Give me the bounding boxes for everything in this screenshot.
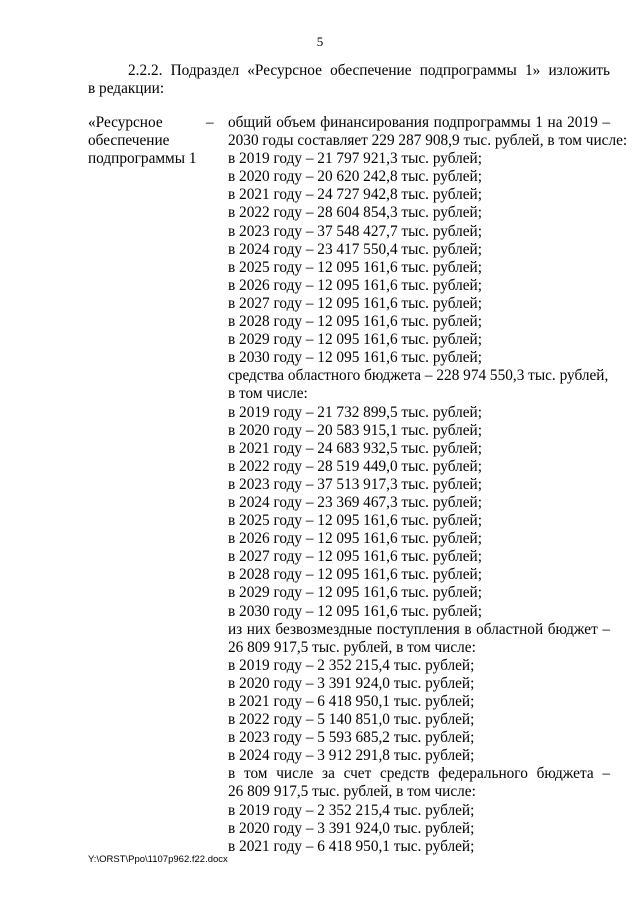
funding-line: в 2022 году – 28 604 854,3 тыс. рублей; [228,204,482,222]
funding-line: в 2019 году – 2 352 215,4 тыс. рублей; [228,801,475,819]
funding-line: в 2023 году – 5 593 685,2 тыс. рублей; [228,729,475,747]
funding-line: 2030 годы составляет 229 287 908,9 тыс. рублей, в том числе: [228,132,628,150]
funding-line: в 2028 году – 12 095 161,6 тыс. рублей; [228,313,482,331]
funding-line: в 2026 году – 12 095 161,6 тыс. рублей; [228,276,482,294]
funding-line: из них безвозмездные поступления в областной бюджет – [228,620,610,638]
funding-line: 26 809 917,5 тыс. рублей, в том числе: [228,783,476,801]
file-path-footer: Y:\ORST\Ppo\1107p962.f22.docx [88,854,228,865]
funding-line: в 2024 году – 23 369 467,3 тыс. рублей; [228,493,482,511]
funding-line: в том числе: [228,385,308,403]
funding-line: в 2022 году – 28 519 449,0 тыс. рублей; [228,457,482,475]
funding-line: 26 809 917,5 тыс. рублей, в том числе: [228,638,476,656]
section-label-line: «Ресурсное [88,114,163,131]
funding-line: средства областного бюджета – 228 974 550,3 тыс. рублей, [228,367,609,385]
funding-line: в 2021 году – 6 418 950,1 тыс. рублей; [228,837,475,855]
funding-line: в 2020 году – 3 391 924,0 тыс. рублей; [228,674,475,692]
section-label-line: подпрограммы 1 [88,150,197,167]
funding-line: в 2030 году – 12 095 161,6 тыс. рублей; [228,602,482,620]
funding-line: в 2028 году – 12 095 161,6 тыс. рублей; [228,566,482,584]
funding-details [228,114,628,856]
funding-line: в 2027 году – 12 095 161,6 тыс. рублей; [228,548,482,566]
label-dash: – [206,114,214,131]
funding-line: в 2020 году – 20 583 915,1 тыс. рублей; [228,421,482,439]
funding-line: в 2019 году – 21 732 899,5 тыс. рублей; [228,403,482,421]
funding-line: в 2020 году – 3 391 924,0 тыс. рублей; [228,819,475,837]
intro-paragraph [88,62,610,98]
funding-line: в 2027 году – 12 095 161,6 тыс. рублей; [228,294,482,312]
funding-line: в 2019 году – 21 797 921,3 тыс. рублей; [228,150,482,168]
funding-line: в 2026 году – 12 095 161,6 тыс. рублей; [228,530,482,548]
section-label-line: обеспечение [88,132,170,149]
funding-line: в 2024 году – 3 912 291,8 тыс. рублей; [228,747,475,765]
intro-line-2: в редакции: [88,80,165,97]
funding-line: в 2030 году – 12 095 161,6 тыс. рублей; [228,349,482,367]
funding-line: в 2025 году – 12 095 161,6 тыс. рублей; [228,512,482,530]
funding-line: общий объем финансирования подпрограммы 1 на 2019 – [228,114,610,131]
section-label [88,114,218,168]
funding-line: в 2023 году – 37 513 917,3 тыс. рублей; [228,475,482,493]
funding-line: в 2021 году – 6 418 950,1 тыс. рублей; [228,693,475,710]
intro-line-1: 2.2.2. Подраздел «Ресурсное обеспечение подпрограммы 1» изложить [128,62,610,79]
funding-line: в 2025 году – 12 095 161,6 тыс. рублей; [228,258,482,276]
funding-line: в 2020 году – 20 620 242,8 тыс. рублей; [228,168,482,186]
funding-line: в 2021 году – 24 727 942,8 тыс. рублей; [228,186,482,204]
funding-line: в 2021 году – 24 683 932,5 тыс. рублей; [228,439,482,457]
funding-line: в 2022 году – 5 140 851,0 тыс. рублей; [228,711,475,729]
funding-line: в 2024 году – 23 417 550,4 тыс. рублей; [228,240,482,258]
funding-line: в 2023 году – 37 548 427,7 тыс. рублей; [228,222,482,240]
funding-line: в 2029 году – 12 095 161,6 тыс. рублей; [228,584,482,602]
funding-line: в 2019 году – 2 352 215,4 тыс. рублей; [228,656,475,674]
funding-line: в 2029 году – 12 095 161,6 тыс. рублей; [228,331,482,349]
page-number: 5 [316,34,324,49]
funding-line: в том числе за счет средств федерального бюджета – [228,765,610,783]
